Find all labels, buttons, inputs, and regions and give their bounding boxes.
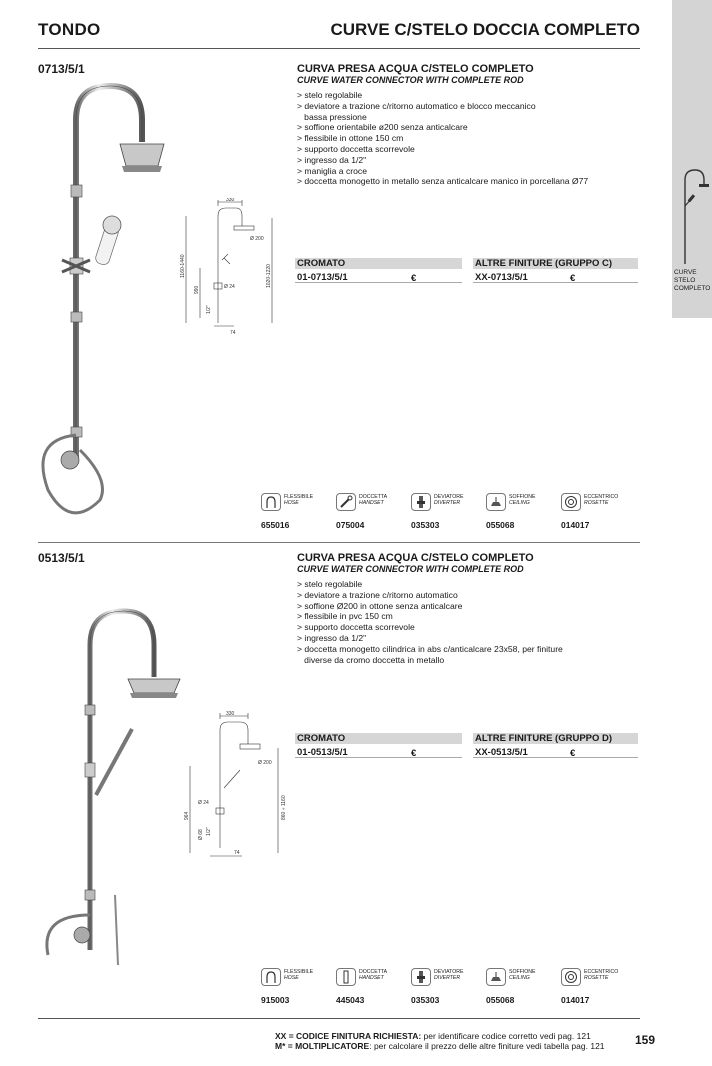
dim-height: 1160-1440 (180, 254, 186, 278)
chrome-price: € (411, 273, 417, 284)
dim-head: Ø 200 (258, 760, 272, 766)
rosette-icon (561, 968, 581, 986)
dim-rod: 990 (194, 285, 200, 294)
feature-list: > stelo regolabile > deviatore a trazione c/ritorno automatico e blocco meccanico bassa pressione > soffione orientabile ø200 senza anticalcare > flessibile in ottone 150 cm > supporto doccetta scorrevole > ingresso da 1/2" > maniglia a croce > doccetta monogetto in metallo senza anticalcare manico in porcellana Ø77 (297, 90, 589, 187)
section-tab-label: CURVE STELO COMPLETO (674, 269, 711, 292)
diverter-icon (411, 493, 431, 511)
dim-top: 330 (226, 198, 235, 203)
product-image-shower-column (40, 80, 190, 525)
dim-inlet: Ø 24 (198, 800, 209, 806)
feature-list: > stelo regolabile > deviatore a trazione c/ritorno automatico > soffione Ø200 in ottone senza anticalcare > flessibile in pvc 150 cm > supporto doccetta scorrevole > ingresso da 1/2" > doccetta monogetto cilindrica in abs c/anticalcare 23x58, per finiture diverse da cromo doccetta in metallo (297, 579, 563, 665)
product-title: CURVA PRESA ACQUA C/STELO COMPLETO (297, 63, 534, 75)
dim-height: 860 ÷ 1160 (281, 795, 287, 820)
product-code: 0513/5/1 (38, 551, 85, 565)
dim-top: 330 (226, 711, 235, 717)
shower-head-icon (486, 493, 506, 511)
finish-header-chrome: CROMATO (295, 733, 462, 744)
product-description (297, 552, 563, 665)
technical-drawing (178, 198, 283, 338)
chrome-code-row: 01-0713/5/1 (295, 272, 462, 283)
page-title: CURVE C/STELO DOCCIA COMPLETO (330, 20, 640, 39)
dim-head: Ø 200 (250, 236, 264, 242)
dim-spacing: 1/2" (206, 827, 212, 836)
header-divider (38, 48, 640, 49)
other-price: € (570, 748, 576, 759)
other-code-row: XX-0513/5/1 (473, 747, 638, 758)
finish-header-chrome: CROMATO (295, 258, 462, 269)
chrome-price: € (411, 748, 417, 759)
footer-divider (38, 1018, 640, 1019)
section-tab-shower-icon (676, 168, 710, 266)
hose-icon (261, 493, 281, 511)
technical-drawing (180, 708, 290, 863)
page-number: 159 (634, 1033, 655, 1047)
product-description (297, 63, 588, 187)
product-subtitle: CURVE WATER CONNECTOR WITH COMPLETE ROD (297, 75, 524, 85)
finish-header-other: ALTRE FINITURE (GRUPPO C) (473, 258, 638, 269)
dim-depth: 74 (234, 850, 240, 856)
handset-icon (336, 493, 356, 511)
other-price: € (570, 273, 576, 284)
hose-icon (261, 968, 281, 986)
dim-rod: 964 (184, 811, 190, 820)
dim-total: 1020-1220 (266, 264, 272, 288)
diverter-icon (411, 968, 431, 986)
footer-note: XX = CODICE FINITURA RICHIESTA: per identificare codice corretto vedi pag. 121 M* = MOLTIPLICATORE: per calcolare il prezzo delle altre finiture vedi tabella pag. 121 (275, 1031, 605, 1051)
dim-base: Ø 68 (198, 829, 204, 840)
product-title: CURVA PRESA ACQUA C/STELO COMPLETO (297, 552, 534, 564)
dim-spacing: 1/2" (206, 305, 212, 314)
handset-icon (336, 968, 356, 986)
shower-head-icon (486, 968, 506, 986)
rosette-icon (561, 493, 581, 511)
dim-inlet: Ø 24 (224, 284, 235, 290)
dim-depth: 74 (230, 330, 236, 336)
product-code: 0713/5/1 (38, 62, 85, 76)
finish-header-other: ALTRE FINITURE (GRUPPO D) (473, 733, 638, 744)
chrome-code-row: 01-0513/5/1 (295, 747, 462, 758)
brand-title: TONDO (38, 20, 101, 39)
section-divider (38, 542, 640, 543)
product-image-shower-column (40, 605, 190, 965)
product-subtitle: CURVE WATER CONNECTOR WITH COMPLETE ROD (297, 564, 524, 574)
other-code-row: XX-0713/5/1 (473, 272, 638, 283)
